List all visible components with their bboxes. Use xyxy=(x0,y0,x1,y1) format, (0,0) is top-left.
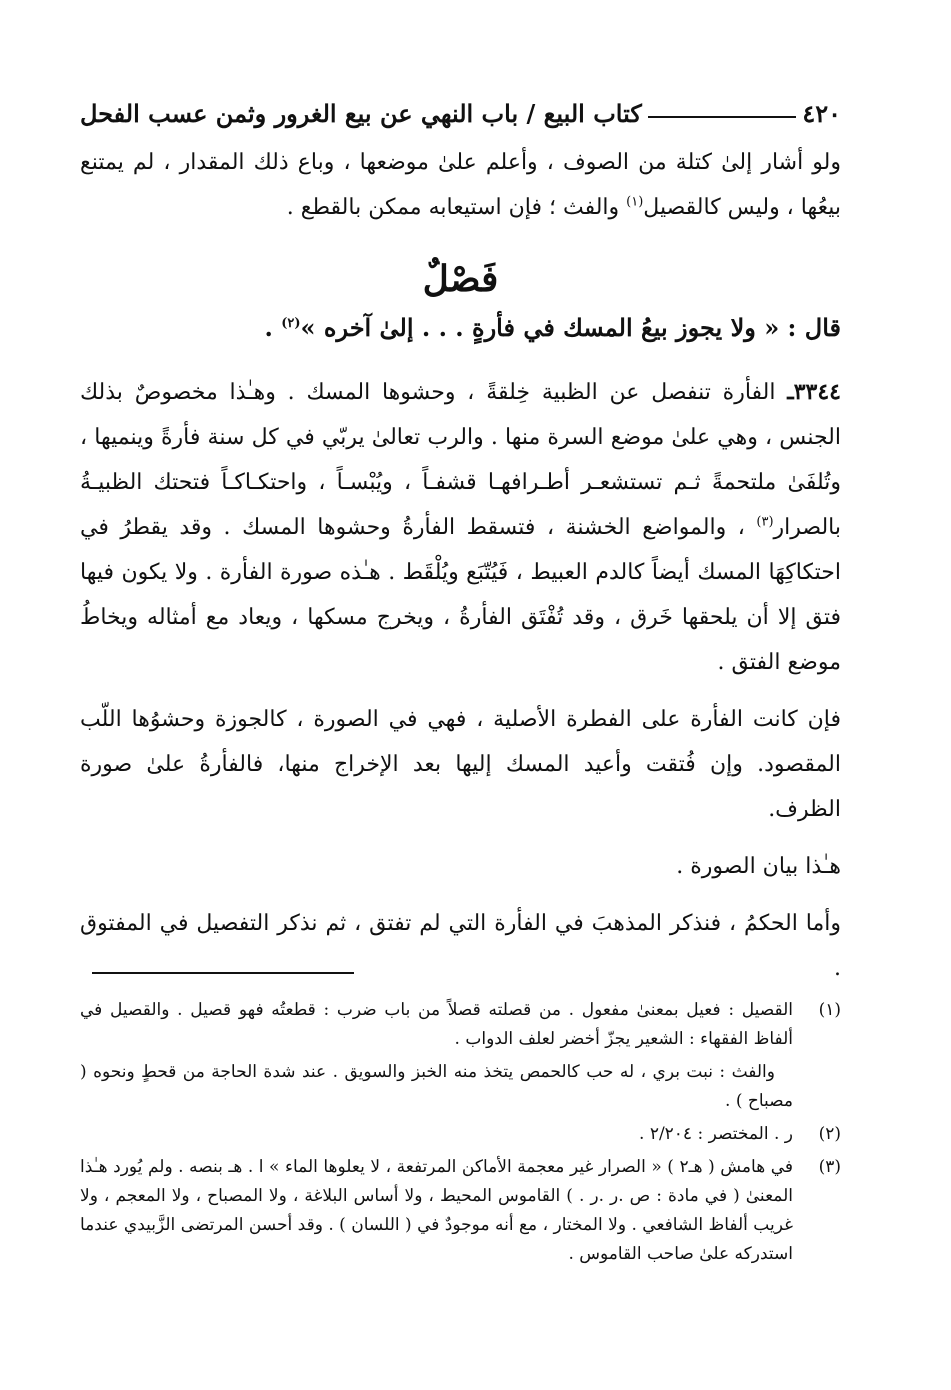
footnotes xyxy=(80,996,841,1273)
footnote-text: القصيل : فعيل بمعنىٰ مفعول . من قصلته قصلاً من باب ضرب : قطعتُه فهو قصيل . والقصيل في ألفاظ الفقهاء : الشعير يجزّ أخضر لعلف الدواب . xyxy=(80,1000,793,1049)
running-title: كتاب البيع / باب النهي عن بيع الغرور وثمن عسب الفحل xyxy=(80,99,642,128)
footnote-ref-3[interactable]: (٣) xyxy=(756,514,774,530)
footnote-text: ر . المختصر : ٢/٢٠٤ . xyxy=(639,1124,793,1144)
paragraph-text-b: ، والمواضع الخشنة ، فتسقط الفأرةُ وحشوها المسك . وقد يقطرُ في احتكاكِهَا المسك أيضاً كالدم العبيط ، فَيُتّبَع ويُلْقَط . هـٰذه صورة الفأرة . ولا يكون فيها فتق إلا أن يلحقها خَرق ، وقد تُفْتَق الفأرةُ ، ويخرج مسكها ، ويعاد مع أمثاله ويخاطُ موضع الفتق . xyxy=(80,515,841,675)
paragraph-text-a: الفأرة تنفصل عن الظبية خِلقةً ، وحشوها المسك . وهـٰذا مخصوصٌ بذلك الجنس ، وهي علىٰ موضع السرة منها . والرب تعالىٰ يربّي في كل سنة فأرةً وينميها ، وتُلفَىٰ ملتحمةً ثـم تستشعـر أطـرافهـا قشفـاً ، ويُبْسـاً ، واحتكـاكـاً فتحتك الظبيـةُ بالصرار xyxy=(80,380,841,540)
header-rule xyxy=(648,116,797,118)
footnote-separator xyxy=(92,972,354,974)
running-header xyxy=(80,84,841,128)
footnote-number: (٣) xyxy=(818,1157,841,1177)
footnote-1 xyxy=(80,996,841,1054)
page-number: ٤٢٠ xyxy=(802,99,841,128)
quoted-statement xyxy=(80,304,841,352)
paragraph-2: فإن كانت الفأرة على الفطرة الأصلية ، فهي في الصورة ، كالجوزة وحشوُها اللّب المقصود. وإن فُتقت وأعيد المسك إليها بعد الإخراج منها، فالفأرةُ علىٰ صورة الظرف. xyxy=(80,707,841,822)
footnote-number: (١) xyxy=(818,1000,841,1020)
paragraph-3: هـٰذا بيان الصورة . xyxy=(676,854,841,879)
paragraph-3344 xyxy=(80,370,841,685)
footnote-text: في هامش ( هـ٢ ) « الصرار غير معجمة الأماكن المرتفعة ، لا يعلوها الماء » ا . هـ بنصه . ولم يُورد هـٰذا المعنىٰ ( في مادة : ص .ر .ر . ) القاموس المحيط ، ولا أساس البلاغة ، ولا المصباح ، ولا المعجم ، ولا غريب ألفاظ الشافعي . ولا المختار ، مع أنه موجودٌ في ( اللسان ) . وقد أحسن المرتضى الزَّبيدي عندما استدركه علىٰ صاحب القاموس . xyxy=(80,1157,793,1264)
quoted-text: قال : « ولا يجوز بيعُ المسك في فأرةٍ . . . إلىٰ آخره » xyxy=(300,313,841,342)
footnote-ref-1[interactable]: (١) xyxy=(626,194,644,210)
footnote-number: (٢) xyxy=(818,1124,841,1144)
footnote-text-continued: والفث : نبت بري ، له حب كالحمص يتخذ منه الخبز والسويق . عند شدة الحاجة من قحطٍ ونحوه ( مصباح ) . xyxy=(80,1062,793,1111)
footnote-1-continuation xyxy=(80,1058,841,1116)
spacer xyxy=(80,889,841,901)
intro-text-end: والفث ؛ فإن استيعابه ممكن بالقطع . xyxy=(286,195,627,220)
section-heading: فَصْلٌ xyxy=(422,258,499,300)
quoted-tail: . xyxy=(264,313,282,342)
spacer xyxy=(80,832,841,844)
main-text xyxy=(80,140,841,991)
spacer xyxy=(80,685,841,697)
section-heading-wrap xyxy=(80,258,841,300)
paragraph-number: ٣٣٤٤ـ xyxy=(787,379,841,405)
paragraph-4: وأما الحكمُ ، فنذكر المذهبَ في الفأرة التي لم تفتق ، ثم نذكر التفصيل في المفتوق . xyxy=(80,911,841,981)
intro-paragraph xyxy=(80,140,841,230)
footnote-3 xyxy=(80,1153,841,1269)
footnote-2 xyxy=(80,1120,841,1149)
intro-text: ولو أشار إلىٰ كتلة من الصوف ، وأعلم علىٰ موضعها ، وباع ذلك المقدار ، لم يمتنع بيعُها ، وليس كالقصيل xyxy=(80,150,841,220)
footnote-ref-2[interactable]: (٢) xyxy=(281,316,301,331)
